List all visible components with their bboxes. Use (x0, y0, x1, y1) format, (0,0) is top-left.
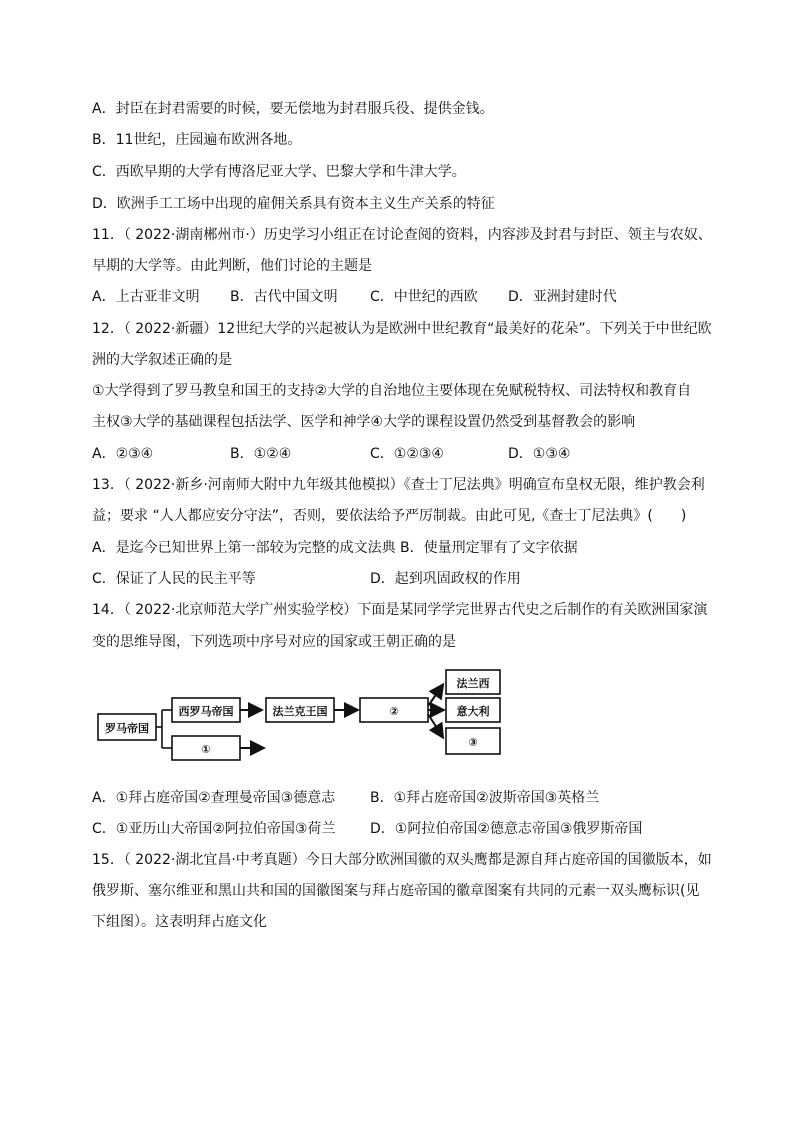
label-frankish-kingdom: 法兰克王国 (272, 705, 328, 718)
q13-stem-line2: 益；要求 “人人都应安分守法”，否则，要依法给予严厉制裁。由此可见,《查士丁尼法典》( ) (92, 508, 687, 524)
q14-option-b: B．①拜占庭帝国②波斯帝国③英格兰 (370, 790, 600, 806)
q11-option-c: C．中世纪的西欧 (370, 289, 478, 305)
option-c-prev: C．西欧早期的大学有博洛尼亚大学、巴黎大学和牛津大学。 (92, 164, 466, 180)
q14-option-c: C．①亚历山大帝国②阿拉伯帝国③荷兰 (92, 821, 336, 837)
q11-option-d: D．亚洲封建时代 (508, 289, 617, 305)
q11-option-b: B．古代中国文明 (230, 289, 338, 305)
q12-option-a: A．②③④ (92, 446, 154, 462)
box-blank-3 (446, 728, 500, 754)
q12-stem-line4: 主权③大学的基础课程包括法学、医学和神学④大学的课程设置仍然受到基督教会的影响 (92, 414, 636, 430)
label-blank-2: ② (389, 705, 399, 718)
q12-stem-line2: 洲的大学叙述正确的是 (92, 352, 232, 368)
q14-option-a: A．①拜占庭帝国②查理曼帝国③德意志 (92, 790, 336, 806)
box-blank-1 (172, 736, 240, 760)
label-france: 法兰西 (456, 677, 490, 690)
q12-stem-line1: 12．（ 2022·新疆）12世纪大学的兴起被认为是欧洲中世纪教育“最美好的花朵”。下列关于中世纪欧 (92, 321, 712, 337)
label-west-roman-empire: 西罗马帝国 (178, 705, 234, 718)
option-b-prev: B．11世纪，庄园遍布欧洲各地。 (92, 132, 302, 148)
mind-map-diagram (96, 664, 506, 779)
q14-stem-line2: 变的思维导图，下列选项中序号对应的国家或王朝正确的是 (92, 634, 456, 650)
q15-stem-line3: 下组图）。这表明拜占庭文化 (92, 914, 267, 930)
q12-option-b: B．①②④ (230, 446, 292, 462)
q15-stem-line2: 俄罗斯、塞尔维亚和黑山共和国的国徽图案与拜占庭帝国的徽章图案有共同的元素一双头鹰标识(见 (92, 883, 700, 899)
label-roman-empire: 罗马帝国 (105, 722, 149, 735)
label-blank-3: ③ (468, 736, 478, 749)
box-blank-2 (360, 698, 428, 722)
q11-option-a: A．上古亚非文明 (92, 289, 200, 305)
q12-option-d: D．①③④ (508, 446, 571, 462)
label-blank-1: ① (201, 743, 211, 756)
q14-stem-line1: 14．（ 2022·北京师范大学广州实验学校）下面是某同学学完世界古代史之后制作的有关欧洲国家演 (92, 602, 708, 618)
q13-option-c: C．保证了人民的民主平等 (92, 571, 256, 587)
q12-option-c: C．①②③④ (370, 446, 444, 462)
option-a-prev: A．封臣在封君需要的时候，要无偿地为封君服兵役、提供金钱。 (92, 101, 494, 117)
box-roman-empire (98, 714, 156, 740)
box-west-roman-empire (172, 698, 240, 722)
q13-option-ab: A．是迄今已知世界上第一部较为完整的成文法典 B．使量刑定罪有了文字依据 (92, 540, 578, 556)
box-italy (446, 698, 500, 722)
q13-option-d: D．起到巩固政权的作用 (370, 571, 521, 587)
q11-stem-line2: 早期的大学等。由此判断，他们讨论的主题是 (92, 258, 372, 274)
q14-option-d: D．①阿拉伯帝国②德意志帝国③俄罗斯帝国 (370, 821, 643, 837)
q11-stem-line1: 11．（ 2022·湖南郴州市·）历史学习小组正在讨论查阅的资料，内容涉及封君与封臣、领主与农奴、 (92, 227, 712, 243)
q15-stem-line1: 15．（ 2022·湖北宜昌·中考真题）今日大部分欧洲国徽的双头鹰都是源自拜占庭帝国的国徽版本，如 (92, 852, 712, 868)
q13-stem-line1: 13．（ 2022·新乡·河南师大附中九年级其他模拟）《查士丁尼法典》明确宣布皇权无限，维护教会利 (92, 477, 705, 493)
q12-stem-line3: ①大学得到了罗马教皇和国王的支持②大学的自治地位主要体现在免赋税特权、司法特权和教育自 (92, 383, 692, 399)
label-italy: 意大利 (456, 705, 490, 718)
box-frankish-kingdom (266, 698, 334, 722)
box-france (446, 670, 500, 694)
option-d-prev: D．欧洲手工工场中出现的雇佣关系具有资本主义生产关系的特征 (92, 196, 495, 212)
